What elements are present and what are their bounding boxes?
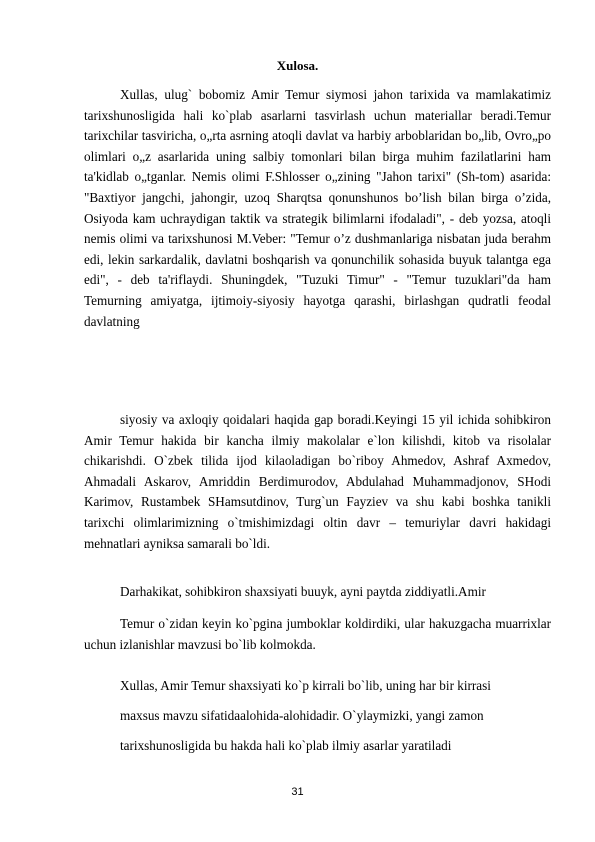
paragraph-intro: Xullas, ulug` bobomiz Amir Temur siymosi jahon tarixida va mamlakatimiz tarixshunosligida hali ko`plab asarlarni tasvirlash uchun materiallar beradi.Temur tarixchilar tasviricha, o„rta asrning atoqli davlat va harbiy arboblaridan bo„lib, Ovro„po olimlari o„z asarlarida uning salbiy tomonlari bilan birga muhim fazilatlarini ham ta'kidlab o„tganlar. Nemis olimi F.Shlosser o„zining "Jahon tarixi" (Sh-tom) asarida: "Baxtiyor jangchi, jahongir, uzoq Sharqtsa qonunshunos bo’lish bilan birga o’zida, Osiyoda kam uchraydigan taktik va strategik bilimlarni ifodaladi", - deb yozsa, atoqli nemis olimi va tarixshunosi M.Veber: "Temur o’z dushmanlariga nisbatan juda berahm edi, lekin sarkardalik, davlatni boshqarish va qonunchilik sohasida buyuk talantga ega edi", - deb ta'riflaydi. Shuningdek, "Tuzuki Timur" - "Temur tuzuklari"da ham Temurning amiyatga, ijtimoiy-siyosiy hayotga qarashi, birlashgan qudratli feodal davlatning — [84, 87, 551, 329]
paragraph-historians: siyosiy va axloqiy qoidalari haqida gap boradi.Keyingi 15 yil ichida sohibkiron Amir Temur hakida bir kancha ilmiy makolalar e`lon kilishdi, kitob va risolalar chikarishdi. O`zbek tilida ijod kilaoladigan bo`riboy Ahmedov, Ashraf Axmedov, Ahmadali Askarov, Amriddin Berdimurodov, Abdulahad Muhammadjonov, SHodi Karimov, Rustambek SHamsutdinov, Turg`un Fayziev va shu kabi boshka tanikli tarixchi olimlarimizning o`tmishimizdagi oltin davr – temuriylar davri hakidagi mehnatlari ayniksa samarali bo`ldi. — [84, 412, 551, 551]
page-title: Xulosa. — [276, 58, 319, 73]
paragraph-conclusion-line2: maxsus mavzu sifatidaalohida-alohidadir. O`ylaymizki, yangi zamon — [120, 708, 484, 723]
paragraph-mysteries: Temur o`zidan keyin ko`pgina jumboklar koldirdiki, ular hakuzgacha muarrixlar uchun izlanishlar mavzusi bo`lib kolmokda. — [84, 616, 551, 652]
page-number: 31 — [291, 786, 304, 798]
paragraph-conclusion-line3: tarixshunosligida bu hakda hali ko`plab ilmiy asarlar yaratiladi — [120, 738, 452, 753]
paragraph-personality: Darhakikat, sohibkiron shaxsiyati buuyk, ayni paytda ziddiyatli.Amir — [120, 584, 486, 599]
paragraph-conclusion-line1: Xullas, Amir Temur shaxsiyati ko`p kirrali bo`lib, uning har bir kirrasi — [120, 678, 491, 693]
